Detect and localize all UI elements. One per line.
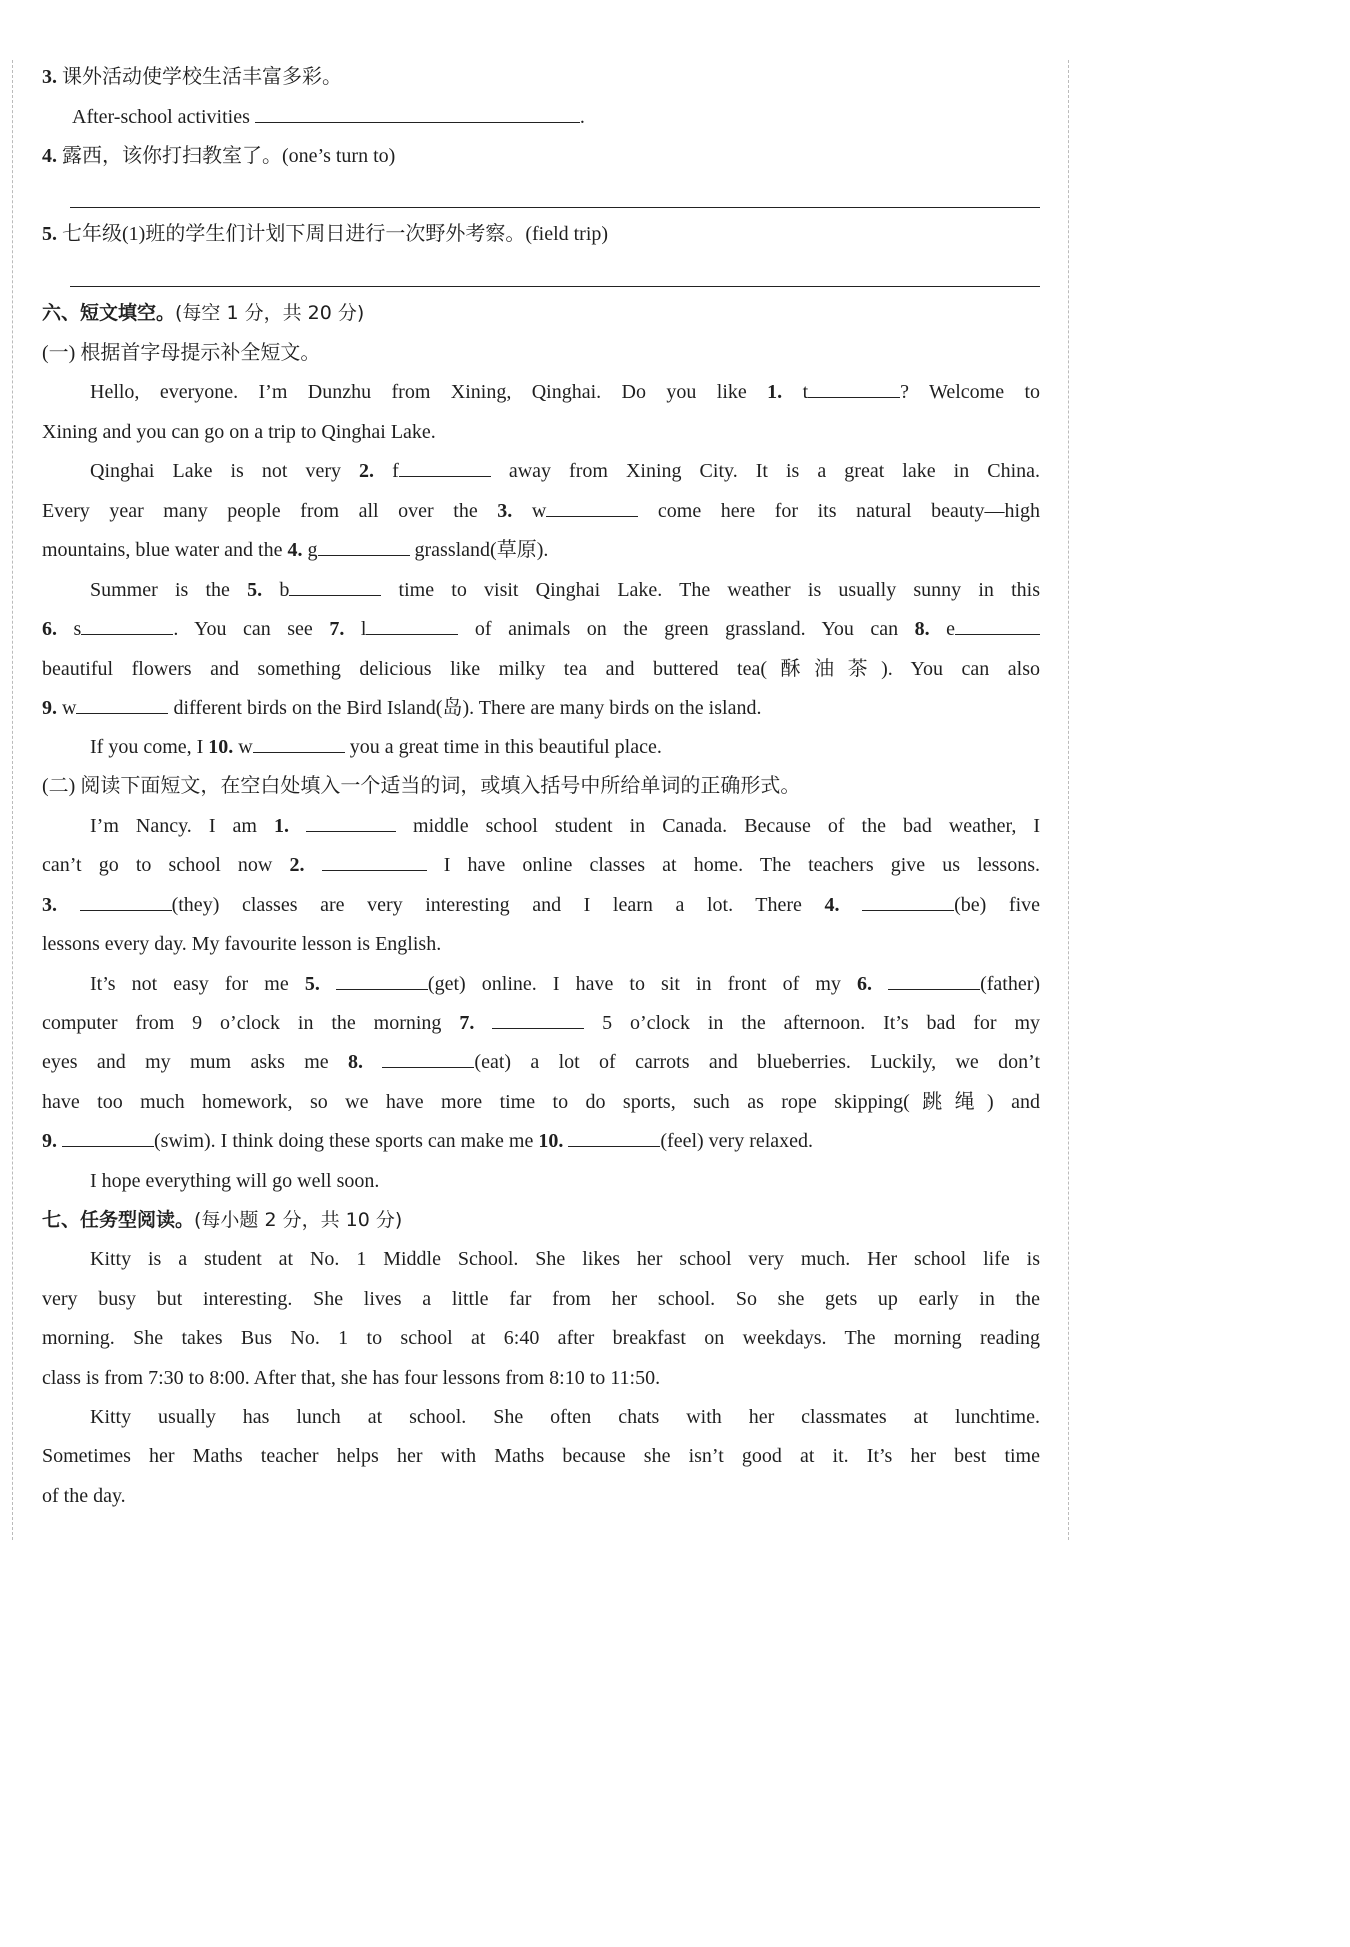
q-text: 露西，该你打扫教室了。(one’s turn to): [62, 145, 396, 167]
answer-blank[interactable]: [76, 693, 168, 714]
part-a-line-6: Summer is the 5. b time to visit Qinghai Lake. The weather is usually sunny in this: [90, 575, 1040, 605]
answer-blank[interactable]: [62, 1126, 154, 1147]
answer-blank[interactable]: [568, 1126, 660, 1147]
part-b-line-10: I hope everything will go well soon.: [90, 1170, 380, 1192]
passage-line: of the day.: [42, 1485, 126, 1507]
part-a-line-4: Every year many people from all over the 3. w come here for its natural beauty—high: [42, 496, 1040, 526]
part-a-line-1: Hello, everyone. I’m Dunzhu from Xining, Qinghai. Do you like 1. t ? Welcome to: [90, 377, 1040, 407]
answer-blank[interactable]: [322, 850, 427, 871]
answer-blank[interactable]: [289, 575, 381, 596]
section-7-heading: [42, 1205, 1040, 1235]
part-a-line-2: Xining and you can go on a trip to Qinghai Lake.: [42, 421, 436, 443]
part-a-line-9: 9. w different birds on the Bird Island(岛). There are many birds on the island.: [42, 693, 1040, 723]
part-a-line-5: mountains, blue water and the 4. g grassland(草原).: [42, 535, 1040, 565]
answer-blank[interactable]: [306, 811, 396, 832]
answer-line-q5[interactable]: [70, 286, 1040, 287]
passage-line: Kitty is a student at No. 1 Middle School. She likes her school very much. Her school life is: [90, 1248, 1040, 1270]
answer-blank[interactable]: [862, 890, 954, 911]
answer-blank[interactable]: [253, 732, 345, 753]
part-b-heading: (二) 阅读下面短文，在空白处填入一个适当的词，或填入括号中所给单词的正确形式。: [42, 775, 801, 797]
q-text: 课外活动使学校生活丰富多彩。: [62, 66, 342, 88]
part-b-line-1: I’m Nancy. I am 1. middle school student in Canada. Because of the bad weather, I: [90, 811, 1040, 841]
part-b-line-2: can’t go to school now 2. I have online classes at home. The teachers give us lessons.: [42, 850, 1040, 880]
part-b-line-3: 3. (they) classes are very interesting and I learn a lot. There 4. (be) five: [42, 890, 1040, 920]
part-a-line-3: Qinghai Lake is not very 2. f away from Xining City. It is a great lake in China.: [90, 456, 1040, 486]
answer-blank[interactable]: [382, 1047, 474, 1068]
section-title: 七、任务型阅读。: [42, 1209, 195, 1231]
part-a-heading: (一) 根据首字母提示补全短文。: [42, 342, 321, 364]
part-b-line-5: It’s not easy for me 5. (get) online. I have to sit in front of my 6. (father): [90, 969, 1040, 999]
answer-blank[interactable]: [255, 102, 580, 123]
section-score: (每小题 2 分，共 10 分): [194, 1209, 403, 1231]
translation-q3-cn: [42, 62, 1040, 92]
answer-blank[interactable]: [399, 456, 491, 477]
page-edge-left: [12, 60, 13, 1540]
q-number: 5.: [42, 223, 57, 245]
page-edge-right: [1068, 60, 1069, 1540]
q-text: 七年级(1)班的学生们计划下周日进行一次野外考察。(field trip): [62, 223, 609, 245]
q-number: 3.: [42, 66, 57, 88]
answer-blank[interactable]: [546, 496, 638, 517]
section-score: (每空 1 分，共 20 分): [175, 302, 365, 324]
answer-blank[interactable]: [336, 969, 428, 990]
part-a-line-8: beautiful flowers and something delicious like milky tea and buttered tea(酥油茶). You can also: [42, 658, 1040, 680]
answer-blank[interactable]: [318, 535, 410, 556]
answer-blank[interactable]: [955, 614, 1040, 635]
passage-line: morning. She takes Bus No. 1 to school at 6:40 after breakfast on weekdays. The morning reading: [42, 1327, 1040, 1349]
answer-blank[interactable]: [888, 969, 980, 990]
translation-q4: [42, 141, 1040, 171]
part-b-line-4: lessons every day. My favourite lesson is English.: [42, 933, 442, 955]
passage-line: very busy but interesting. She lives a little far from her school. So she gets up early in the: [42, 1288, 1040, 1310]
part-b-line-9: 9. (swim). I think doing these sports can make me 10. (feel) very relaxed.: [42, 1126, 1040, 1156]
answer-blank[interactable]: [492, 1008, 584, 1029]
passage-line: Sometimes her Maths teacher helps her with Maths because she isn’t good at it. It’s her best time: [42, 1445, 1040, 1467]
answer-blank[interactable]: [366, 614, 458, 635]
answer-line-q4[interactable]: [70, 207, 1040, 208]
passage-line: Kitty usually has lunch at school. She often chats with her classmates at lunchtime.: [90, 1406, 1040, 1428]
q-text: After-school activities: [72, 106, 250, 128]
translation-q5: [42, 219, 1040, 249]
part-b-line-8: have too much homework, so we have more time to do sports, such as rope skipping(跳绳) and: [42, 1091, 1040, 1113]
answer-blank[interactable]: [808, 377, 900, 398]
answer-blank[interactable]: [80, 890, 172, 911]
answer-blank[interactable]: [81, 614, 173, 635]
part-b-line-6: computer from 9 o’clock in the morning 7. 5 o’clock in the afternoon. It’s bad for my: [42, 1008, 1040, 1038]
q-number: 4.: [42, 145, 57, 167]
part-a-line-7: 6. s . You can see 7. l of animals on the green grassland. You can 8. e: [42, 614, 1040, 644]
translation-q3-en: After-school activities .: [72, 102, 1070, 132]
part-a-line-10: If you come, I 10. w you a great time in this beautiful place.: [90, 732, 1040, 762]
passage-line: class is from 7:30 to 8:00. After that, she has four lessons from 8:10 to 11:50.: [42, 1367, 661, 1389]
section-title: 六、短文填空。: [42, 302, 176, 324]
part-b-line-7: eyes and my mum asks me 8. (eat) a lot of carrots and blueberries. Luckily, we don’t: [42, 1047, 1040, 1077]
section-6-heading: [42, 298, 1040, 328]
